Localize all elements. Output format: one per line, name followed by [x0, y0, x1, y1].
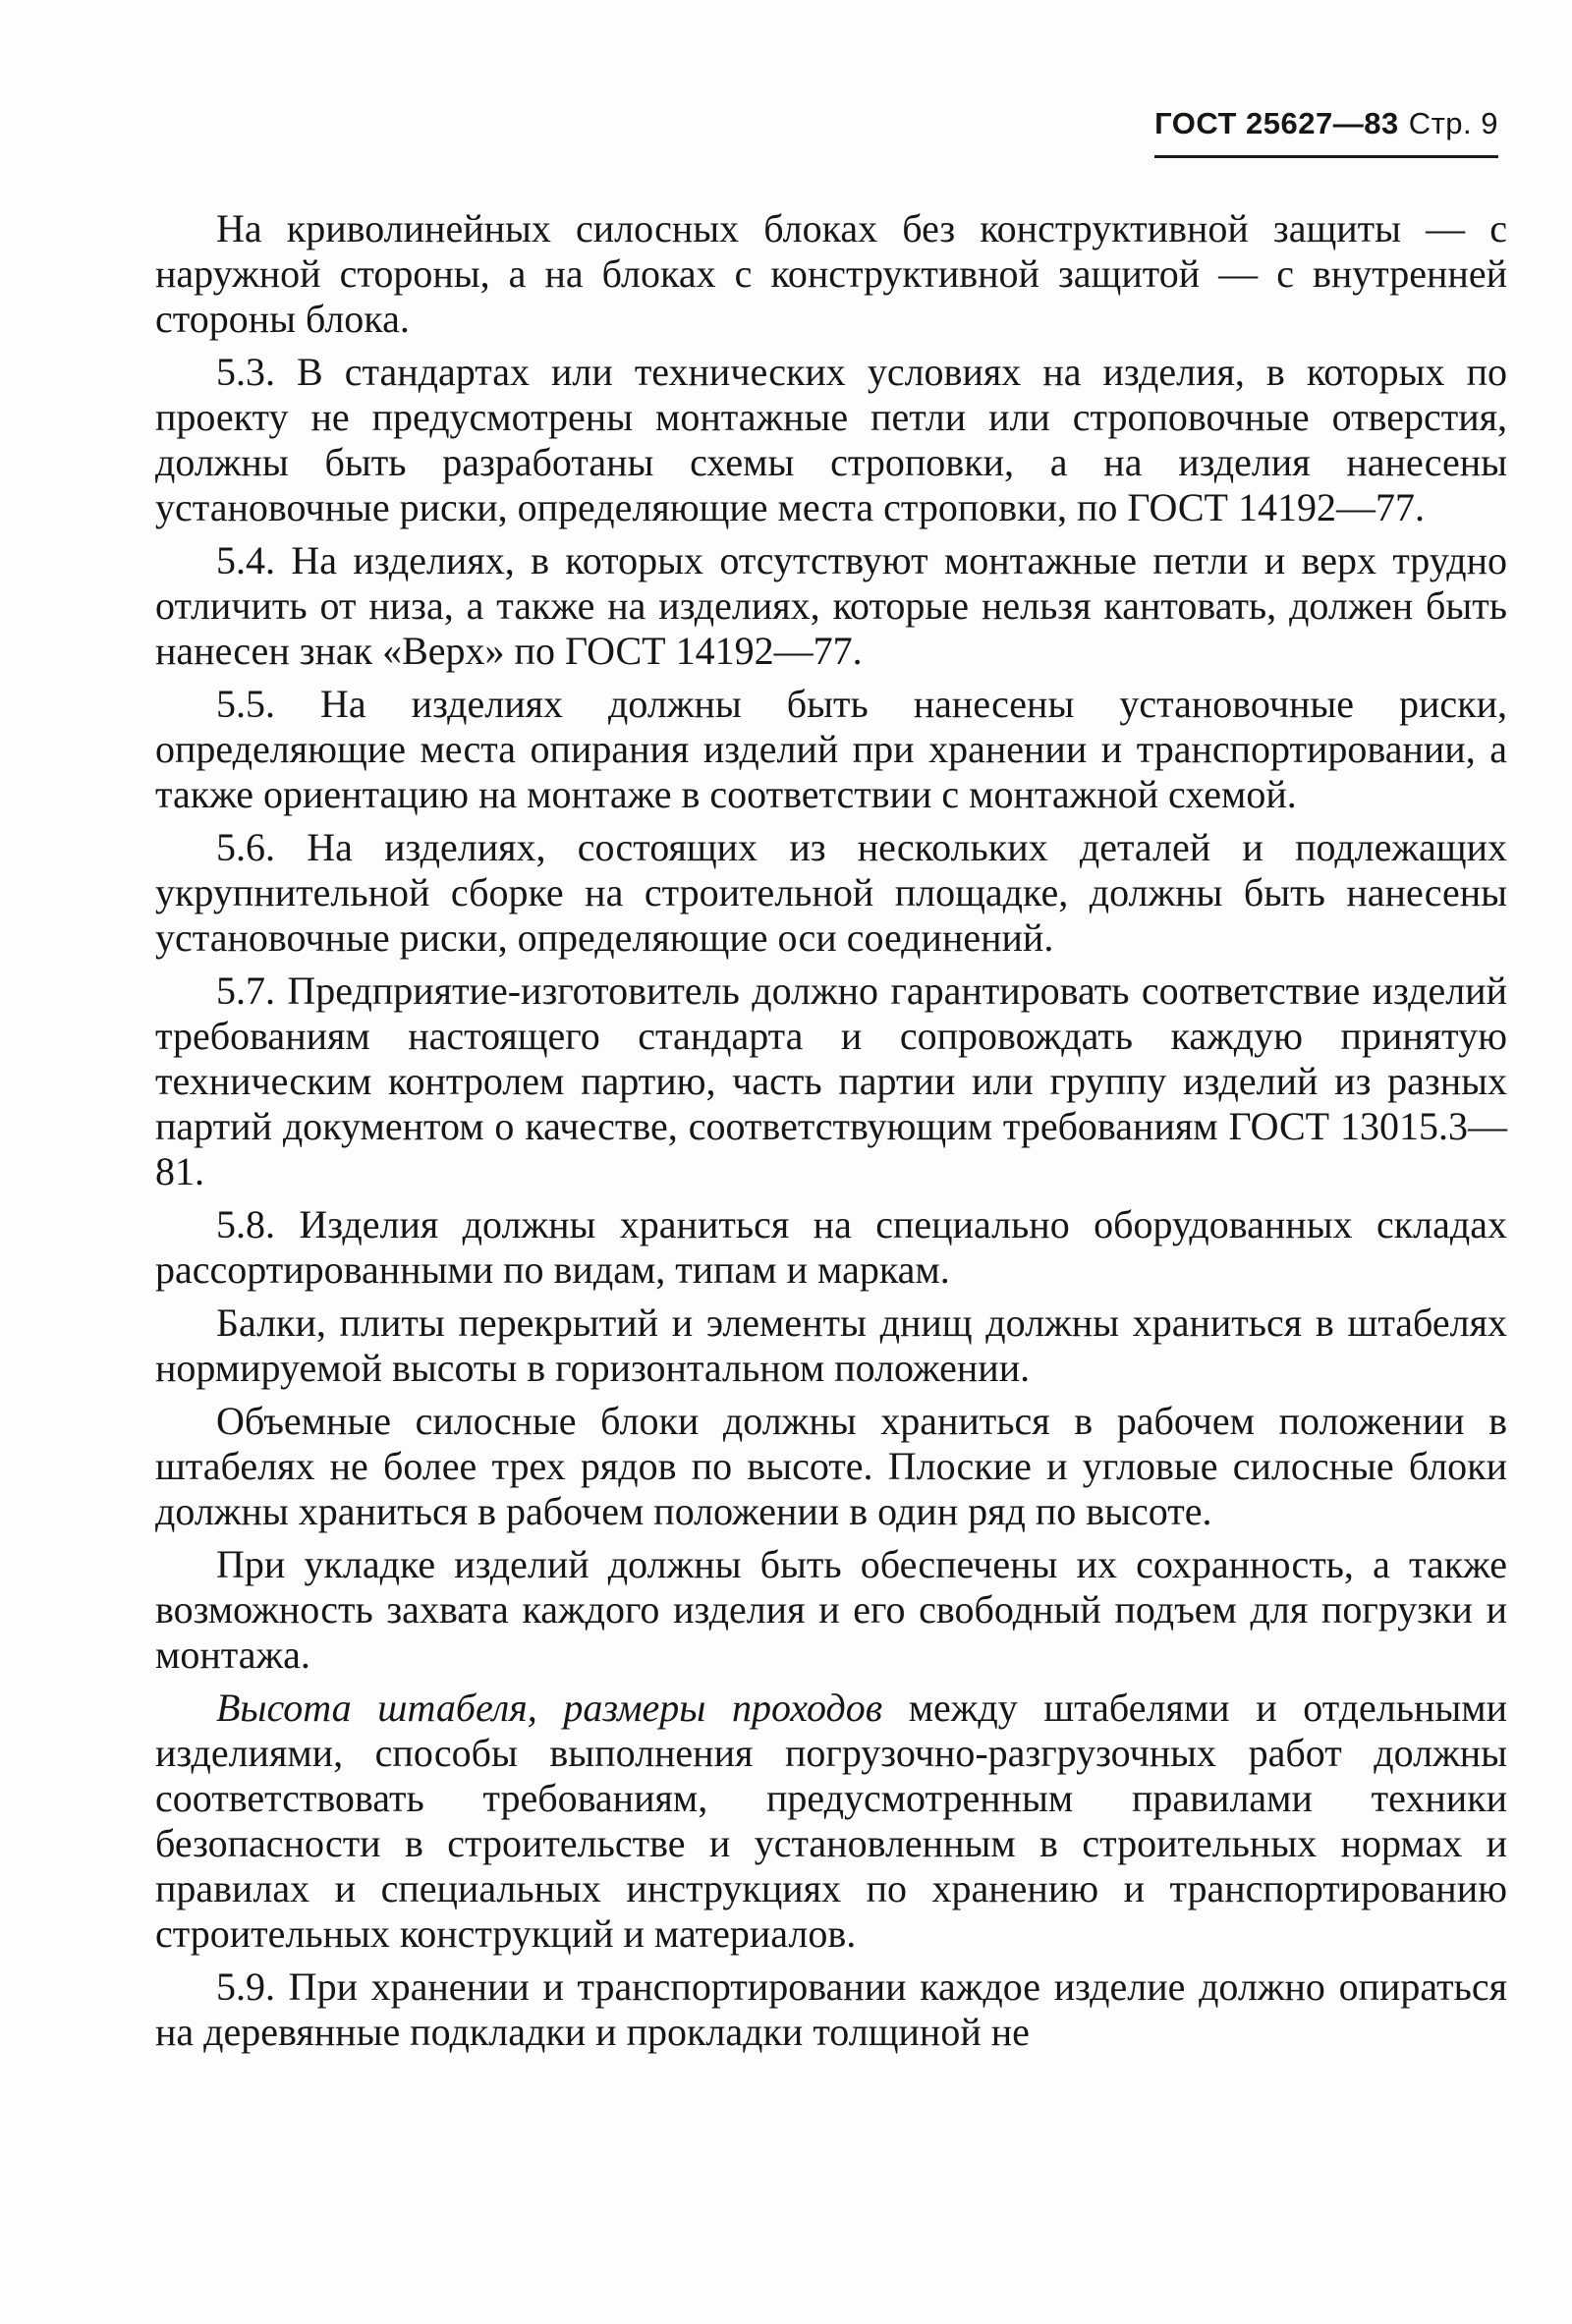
stack-height-rest: между штабелями и отдельными изделиями, способы выполнения погрузочно-разгрузочных работ должны соответствовать требованиям, предусмотренным правилами техники безопасности в строительстве и установленным в строительных нормах и правилах и специальных инструкциях по хранению и транспортированию строительных конструкций и материалов.	[155, 1686, 1507, 1956]
document-body	[155, 206, 1507, 2063]
paragraph-5-9: 5.9. При хранении и транспортировании каждое изделие должно опираться на деревянные подкладки и прокладки толщиной не	[155, 1964, 1507, 2054]
paragraph-5-5: 5.5. На изделиях должны быть нанесены установочные риски, определяющие места опирания изделий при хранении и транспортировании, а также ориентацию на монтаже в соответствии с монтажной схемой.	[155, 682, 1507, 816]
paragraph-5-8: 5.8. Изделия должны храниться на специально оборудованных складах рассортированными по видам, типам и маркам.	[155, 1202, 1507, 1292]
page-number: Стр. 9	[1408, 106, 1498, 140]
page-header	[1154, 106, 1498, 158]
paragraph-stack-height	[155, 1686, 1507, 1957]
paragraph-5-7: 5.7. Предприятие-изготовитель должно гарантировать соответствие изделий требованиям настоящего стандарта и сопровождать каждую принятую техническим контролем партию, часть партии или группу изделий из разных партий документом о качестве, соответствующим требованиям ГОСТ 13015.3—81.	[155, 968, 1507, 1193]
paragraph-silo-blocks-continuation: На криволинейных силосных блоках без конструктивной защиты — с наружной стороны, а на блоках с конструктивной защитой — с внутренней стороны блока.	[155, 206, 1507, 341]
paragraph-5-4: 5.4. На изделиях, в которых отсутствуют монтажные петли и верх трудно отличить от низа, а также на изделиях, которые нельзя кантовать, должен быть нанесен знак «Верх» по ГОСТ 14192—77.	[155, 538, 1507, 673]
paragraph-stacking: При укладке изделий должны быть обеспечены их сохранность, а также возможность захвата каждого изделия и его свободный подъем для погрузки и монтажа.	[155, 1542, 1507, 1677]
stack-height-emphasis: Высота штабеля, размеры проходов	[216, 1686, 883, 1730]
standard-id: ГОСТ 25627—83	[1154, 106, 1399, 140]
paragraph-5-3: 5.3. В стандартах или технических условиях на изделия, в которых по проекту не предусмотрены монтажные петли или строповочные отверстия, должны быть разработаны схемы строповки, а на изделия нанесены установочные риски, определяющие места строповки, по ГОСТ 14192—77.	[155, 350, 1507, 529]
paragraph-beams-storage: Балки, плиты перекрытий и элементы днищ должны храниться в штабелях нормируемой высоты в горизонтальном положении.	[155, 1300, 1507, 1390]
paragraph-volume-blocks: Объемные силосные блоки должны храниться в рабочем положении в штабелях не более трех рядов по высоте. Плоские и угловые силосные блоки должны храниться в рабочем положении в один ряд по высоте.	[155, 1399, 1507, 1533]
paragraph-5-6: 5.6. На изделиях, состоящих из нескольких деталей и подлежащих укрупнительной сборке на строительной площадке, должны быть нанесены установочные риски, определяющие оси соединений.	[155, 825, 1507, 960]
